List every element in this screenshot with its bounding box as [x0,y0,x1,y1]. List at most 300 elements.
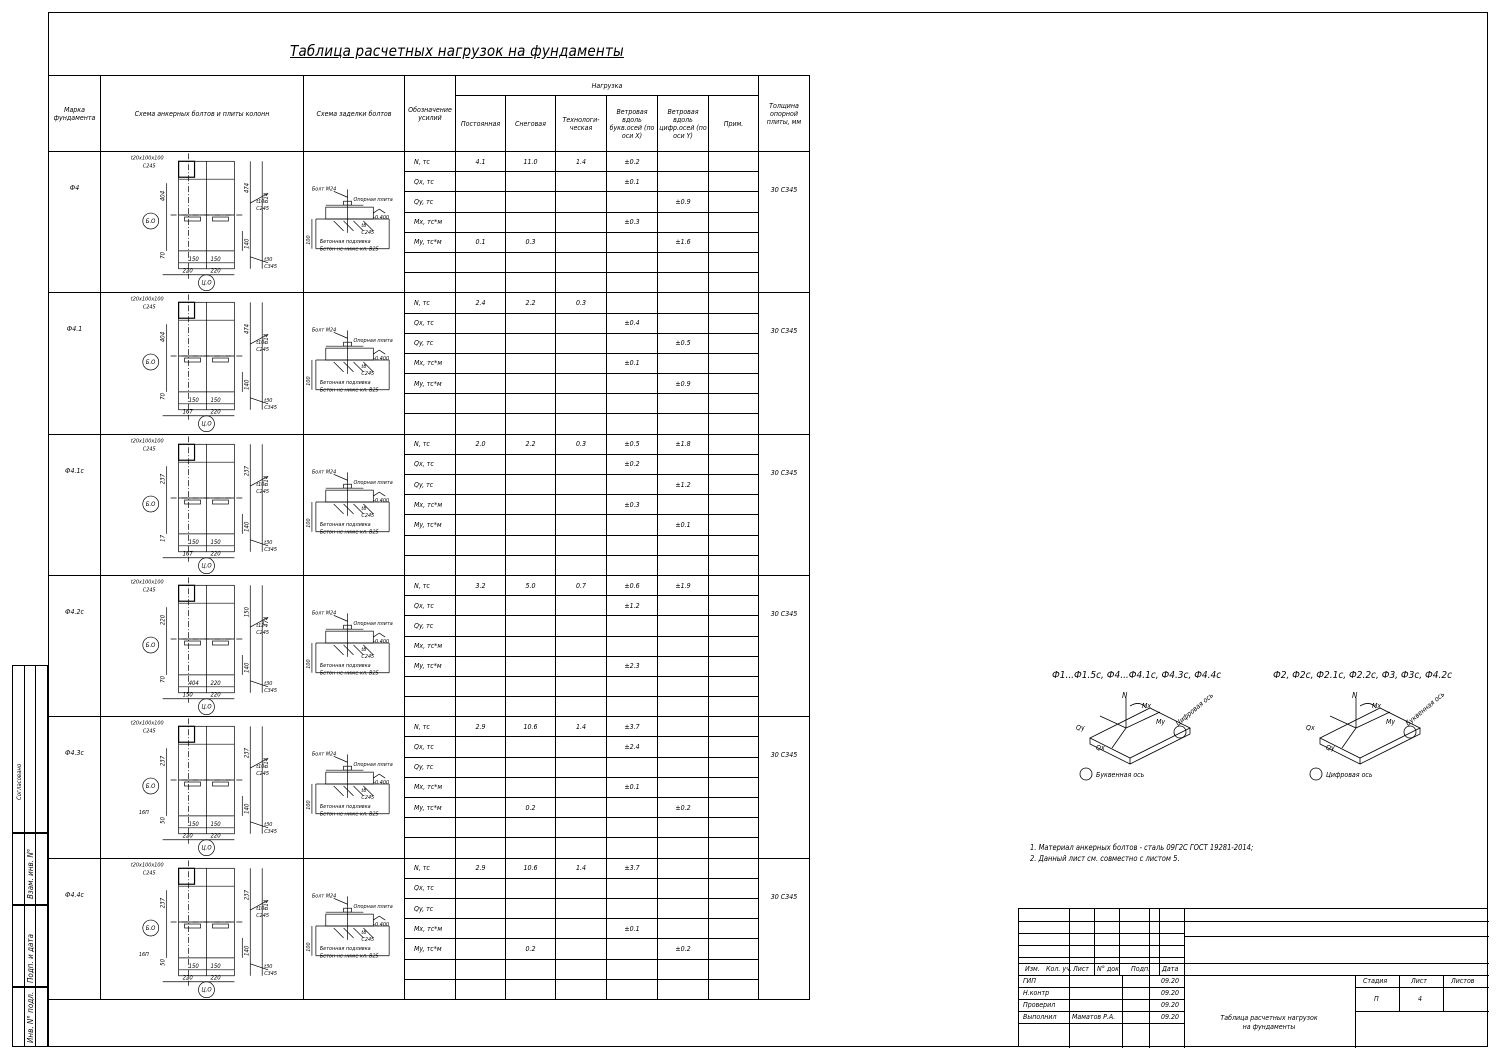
steel-label: С245 [361,371,375,378]
load-value [456,252,506,272]
table-row [49,434,810,454]
plate-label: Опорная плита [353,903,393,910]
concrete-label: Бетон не ниже кл. В25 [319,529,379,536]
dim-label: 474 [243,324,251,335]
load-value [658,495,709,515]
dim-label: 220 [182,267,193,275]
load-value [658,353,709,373]
load-value [658,676,709,696]
force-label [405,697,456,717]
embed-scheme-drawing [304,577,404,715]
dim-label: 17 [159,534,167,542]
anchor-scheme-drawing [101,153,303,291]
dim-label: 404 [159,332,167,343]
load-value [456,676,506,696]
note-cell [709,394,759,414]
load-value [556,252,607,272]
foundation-mark: Ф4.4с [49,858,101,999]
dim-label: 614 [263,758,271,769]
prep-label: Бетонная подливка [319,662,371,669]
load-value [607,374,658,394]
dim-label: 150 [210,821,221,829]
plate-steel-label: С245 [142,587,156,594]
note-cell [709,293,759,313]
note-cell [709,616,759,636]
load-value [556,616,607,636]
load-value [607,252,658,272]
note-cell [709,959,759,979]
note-cell [709,313,759,333]
right-diagram-title: Ф2, Ф2с, Ф2.1с, Ф2.2с, Ф3, Ф3с, Ф4.2с [1273,670,1453,681]
load-value [506,838,556,858]
load-value [506,555,556,575]
load-value: ±0.2 [607,454,658,474]
steel-label: С245 [361,795,375,802]
load-value [556,414,607,434]
note-cell [709,374,759,394]
note-cell [709,454,759,474]
embed-scheme-drawing [304,153,404,291]
load-value [658,777,709,797]
load-value [556,878,607,898]
force-label: Qx, тс [405,172,456,192]
prep-label: Бетонная подливка [319,238,371,245]
plate-thickness-label: t10 [256,340,265,347]
plate-steel-label: С245 [256,771,270,778]
force-label [405,273,456,293]
bolt-label: Болт М24 [311,327,337,334]
note-item: 2. Данный лист см. совместно с листом 5. [1030,854,1180,863]
dim-label: 150 [188,255,199,263]
concrete-label: Бетон не ниже кл. В25 [319,670,379,677]
force-label: N, тс [405,152,456,172]
load-value [456,454,506,474]
load-value [607,636,658,656]
plate-thickness-label: t30 [264,680,273,687]
Qx-label: Qx [1096,744,1105,752]
note-cell [709,353,759,373]
side-replace: Взам. инв. N° [26,848,35,899]
load-value [506,676,556,696]
load-value [556,192,607,212]
load-value [658,212,709,232]
load-value [456,898,506,918]
note-cell [709,273,759,293]
dim-label: 70 [159,393,167,401]
axis-digit-label: Ц.О [201,703,212,711]
dim-label: 404 [188,679,199,687]
force-label: Qx, тс [405,878,456,898]
axis-digit-label: Ц.О [201,421,212,429]
load-value [556,353,607,373]
concrete-label: Бетон не ниже кл. В25 [319,812,379,819]
sheet-value: 4 [1418,995,1423,1003]
load-value [456,919,506,939]
level-label: -0.400 [373,780,390,787]
role-done: Выполнил [1023,1013,1057,1021]
dim-label: 150 [188,397,199,405]
concrete-label: Бетон не ниже кл. В25 [319,388,379,395]
date-gip: 09.20 [1161,977,1180,985]
thickness-label: t8 [361,505,367,512]
load-value: ±0.4 [607,313,658,333]
side-sign: Подп. и дата [26,933,35,983]
sheets-label: Листов [1451,977,1475,985]
load-value [658,697,709,717]
plate-thickness-label: t10 [256,905,265,912]
force-label [405,959,456,979]
load-value [556,273,607,293]
load-value [556,636,607,656]
load-value [658,414,709,434]
load-value [607,333,658,353]
load-value [506,656,556,676]
load-value [556,535,607,555]
plate-thickness: 30 С345 [759,717,810,858]
load-value: 0.3 [556,293,607,313]
level-label: -0.400 [373,639,390,646]
anchor-scheme-cell [101,717,304,858]
load-value [506,697,556,717]
header-mark: Марка фундамента [49,76,101,152]
load-value [658,656,709,676]
load-value [607,414,658,434]
plate-label: t20х100х100 [130,155,164,162]
load-value [556,737,607,757]
role-nkontr: Н.контр [1023,989,1050,997]
load-value [456,414,506,434]
plate-steel-label: С345 [264,405,278,412]
load-value [506,979,556,999]
col-date: Дата [1162,965,1179,973]
load-value: ±1.2 [658,475,709,495]
table-row [49,858,810,878]
bolt-label: Болт М24 [311,469,337,476]
load-value [456,555,506,575]
load-value [456,596,506,616]
anchor-scheme-drawing [101,860,303,998]
load-value [556,333,607,353]
dim-label: 614 [263,192,271,204]
load-value: 2.0 [456,434,506,454]
steel-label: С245 [361,653,375,660]
load-value [506,252,556,272]
embed-scheme-cell [304,293,405,434]
dim-label: 220 [210,409,221,417]
bolt-label: Болт М24 [311,610,337,617]
dim-label: 100 [305,235,312,245]
load-value [556,676,607,696]
plate-steel-label: С345 [264,263,278,270]
axis-digit-label: Ц.О [201,279,212,287]
load-value: 2.9 [456,858,506,878]
plate-label: Опорная плита [353,197,393,204]
level-label: -0.400 [373,215,390,222]
load-value: ±0.1 [607,353,658,373]
plate-thickness: 30 С345 [759,152,810,293]
load-value [506,353,556,373]
dim-label: 237 [159,473,167,484]
force-label [405,838,456,858]
load-value: 0.2 [506,798,556,818]
thickness-label: t8 [361,364,367,371]
plate-steel-label: С245 [142,728,156,735]
load-value [506,394,556,414]
force-label: Mx, тс*м [405,636,456,656]
plate-thickness-label: t12 [256,623,265,630]
load-value [456,939,506,959]
load-value: 0.3 [506,232,556,252]
load-value [607,616,658,636]
N-label: N [1122,691,1128,700]
load-value: ±1.9 [658,575,709,595]
plate-steel-label: С245 [256,488,270,495]
load-value [456,212,506,232]
channel-label: 16П [138,951,149,958]
load-value [607,676,658,696]
load-value: 11.0 [506,152,556,172]
role-gip: ГИП [1023,977,1036,985]
load-value [506,495,556,515]
load-value [556,394,607,414]
dim-label: 220 [210,679,221,687]
embed-scheme-cell [304,717,405,858]
load-value [658,394,709,414]
note-cell [709,495,759,515]
load-value: ±1.2 [607,596,658,616]
load-value [658,535,709,555]
col-doc: N° док. [1097,965,1121,973]
load-value: ±1.6 [658,232,709,252]
dim-label: 150 [188,962,199,970]
load-value [658,313,709,333]
load-value [607,535,658,555]
side-agreed: Согласовано [16,763,23,800]
dim-label: 100 [305,518,312,528]
plate-thickness-label: t30 [264,963,273,970]
note-cell [709,152,759,172]
load-value [456,656,506,676]
force-label [405,394,456,414]
col-kol: Кол. уч. [1046,965,1072,973]
load-value: ±0.1 [607,172,658,192]
note-cell [709,737,759,757]
note-cell [709,697,759,717]
load-value [658,979,709,999]
load-value [456,777,506,797]
load-value [607,959,658,979]
dim-label: 70 [159,252,167,259]
note-cell [709,555,759,575]
load-value: ±0.5 [607,434,658,454]
embed-scheme-drawing [304,294,404,432]
note-cell [709,475,759,495]
force-label: N, тс [405,717,456,737]
date-nkontr: 09.20 [1161,989,1180,997]
load-value [456,757,506,777]
foundation-mark: Ф4 [49,152,101,293]
header-wind-x: Ветровая вдоль букв.осей (по оси X) [607,96,658,152]
force-label: Qx, тс [405,737,456,757]
note-cell [709,535,759,555]
load-value: 1.4 [556,152,607,172]
load-value [506,596,556,616]
dim-label: 614 [263,475,271,486]
load-value [506,414,556,434]
dim-label: 150 [188,538,199,546]
plate-steel-label: С245 [142,446,156,453]
load-value [506,454,556,474]
anchor-scheme-drawing [101,718,303,856]
load-value [506,172,556,192]
load-value [607,273,658,293]
concrete-label: Бетон не ниже кл. В25 [319,953,379,960]
plate-steel-label: С345 [264,546,278,553]
load-value: ±0.1 [607,777,658,797]
steel-label: С245 [361,230,375,237]
plate-label: t20х100х100 [130,862,164,869]
header-wind-y: Ветровая вдоль цифр.осей (по оси Y) [658,96,709,152]
load-value [607,838,658,858]
load-value [607,878,658,898]
load-value [607,818,658,838]
plate-thickness: 30 С345 [759,434,810,575]
load-value [658,838,709,858]
header-snow: Снеговая [506,96,556,152]
dim-label: 50 [159,817,167,825]
load-value [506,777,556,797]
dim-label: 150 [182,691,193,699]
load-value [456,192,506,212]
load-value [556,656,607,676]
load-value [658,636,709,656]
plate-thickness-label: t30 [264,256,273,263]
load-value [658,898,709,918]
plate-steel-label: С245 [142,304,156,311]
dim-label: 100 [305,659,312,669]
notes [1030,842,1253,864]
level-label: -0.400 [373,497,390,504]
level-label: -0.400 [373,921,390,928]
force-label: My, тс*м [405,798,456,818]
plate-steel-label: С245 [256,630,270,637]
force-label [405,979,456,999]
axis-digit-label: Ц.О [201,845,212,853]
date-done: 09.20 [1161,1013,1180,1021]
dim-label: 140 [243,662,251,673]
load-value [506,959,556,979]
date-checked: 09.20 [1161,1001,1180,1009]
load-value: ±0.1 [658,515,709,535]
note-cell [709,515,759,535]
load-value [607,798,658,818]
force-label: Mx, тс*м [405,777,456,797]
axis-letter-label: Б.О [145,642,156,650]
force-label: Qy, тс [405,333,456,353]
thickness-label: t8 [361,223,367,230]
Qy-label: Qy [1326,744,1335,752]
side-inv: Инв. N° подл. [26,991,35,1043]
note-cell [709,979,759,999]
anchor-scheme-cell [101,858,304,999]
dim-label: 237 [243,465,251,476]
force-label: Qy, тс [405,475,456,495]
anchor-scheme-drawing [101,577,303,715]
force-label: N, тс [405,293,456,313]
dim-label: 70 [159,676,167,683]
load-value [456,838,506,858]
force-label: Qy, тс [405,757,456,777]
load-value [556,495,607,515]
load-value: ±3.7 [607,858,658,878]
load-value: ±0.3 [607,212,658,232]
plate-thickness-label: t10 [256,199,265,206]
force-label: My, тс*м [405,374,456,394]
load-value [506,515,556,535]
load-value [506,273,556,293]
plate-steel-label: С245 [142,869,156,876]
embed-scheme-drawing [304,860,404,998]
title-block [1018,908,1488,1047]
table-row [49,575,810,595]
load-value [658,152,709,172]
force-label: Qy, тс [405,192,456,212]
load-value: ±0.2 [658,798,709,818]
anchor-scheme-cell [101,575,304,716]
dim-label: 614 [263,334,271,345]
load-value [658,172,709,192]
axis-label: Буквенная ось [1096,771,1145,779]
note-cell [709,414,759,434]
load-value [556,798,607,818]
left-load-diagram [1060,688,1230,788]
note-cell [709,676,759,696]
plate-thickness-label: t30 [264,539,273,546]
My-label: My [1156,718,1166,726]
plate-label: Опорная плита [353,621,393,628]
note-cell [709,757,759,777]
load-value [556,757,607,777]
header-note: Прим. [709,96,759,152]
load-value [556,515,607,535]
col-list: Лист [1073,965,1089,973]
load-value [506,192,556,212]
load-value [506,818,556,838]
dim-label: 150 [210,538,221,546]
prep-label: Бетонная подливка [319,804,371,811]
load-value [456,697,506,717]
col-sign: Подп. [1131,965,1151,973]
load-value [506,535,556,555]
load-value: ±2.4 [607,737,658,757]
axis-label: Буквенная ось [1404,690,1447,728]
load-value [658,616,709,636]
load-value [456,495,506,515]
dim-label: 167 [182,550,193,558]
embed-scheme-drawing [304,436,404,574]
note-cell [709,898,759,918]
axis-digit-label: Ц.О [201,986,212,994]
axis-letter-label: Б.О [145,783,156,791]
sheet-label: Лист [1411,977,1427,985]
load-value: ±0.2 [607,152,658,172]
steel-label: С245 [361,936,375,943]
dim-label: 150 [210,255,221,263]
load-value [456,475,506,495]
load-value [556,596,607,616]
plate-thickness: 30 С345 [759,858,810,999]
steel-label: С245 [361,512,375,519]
